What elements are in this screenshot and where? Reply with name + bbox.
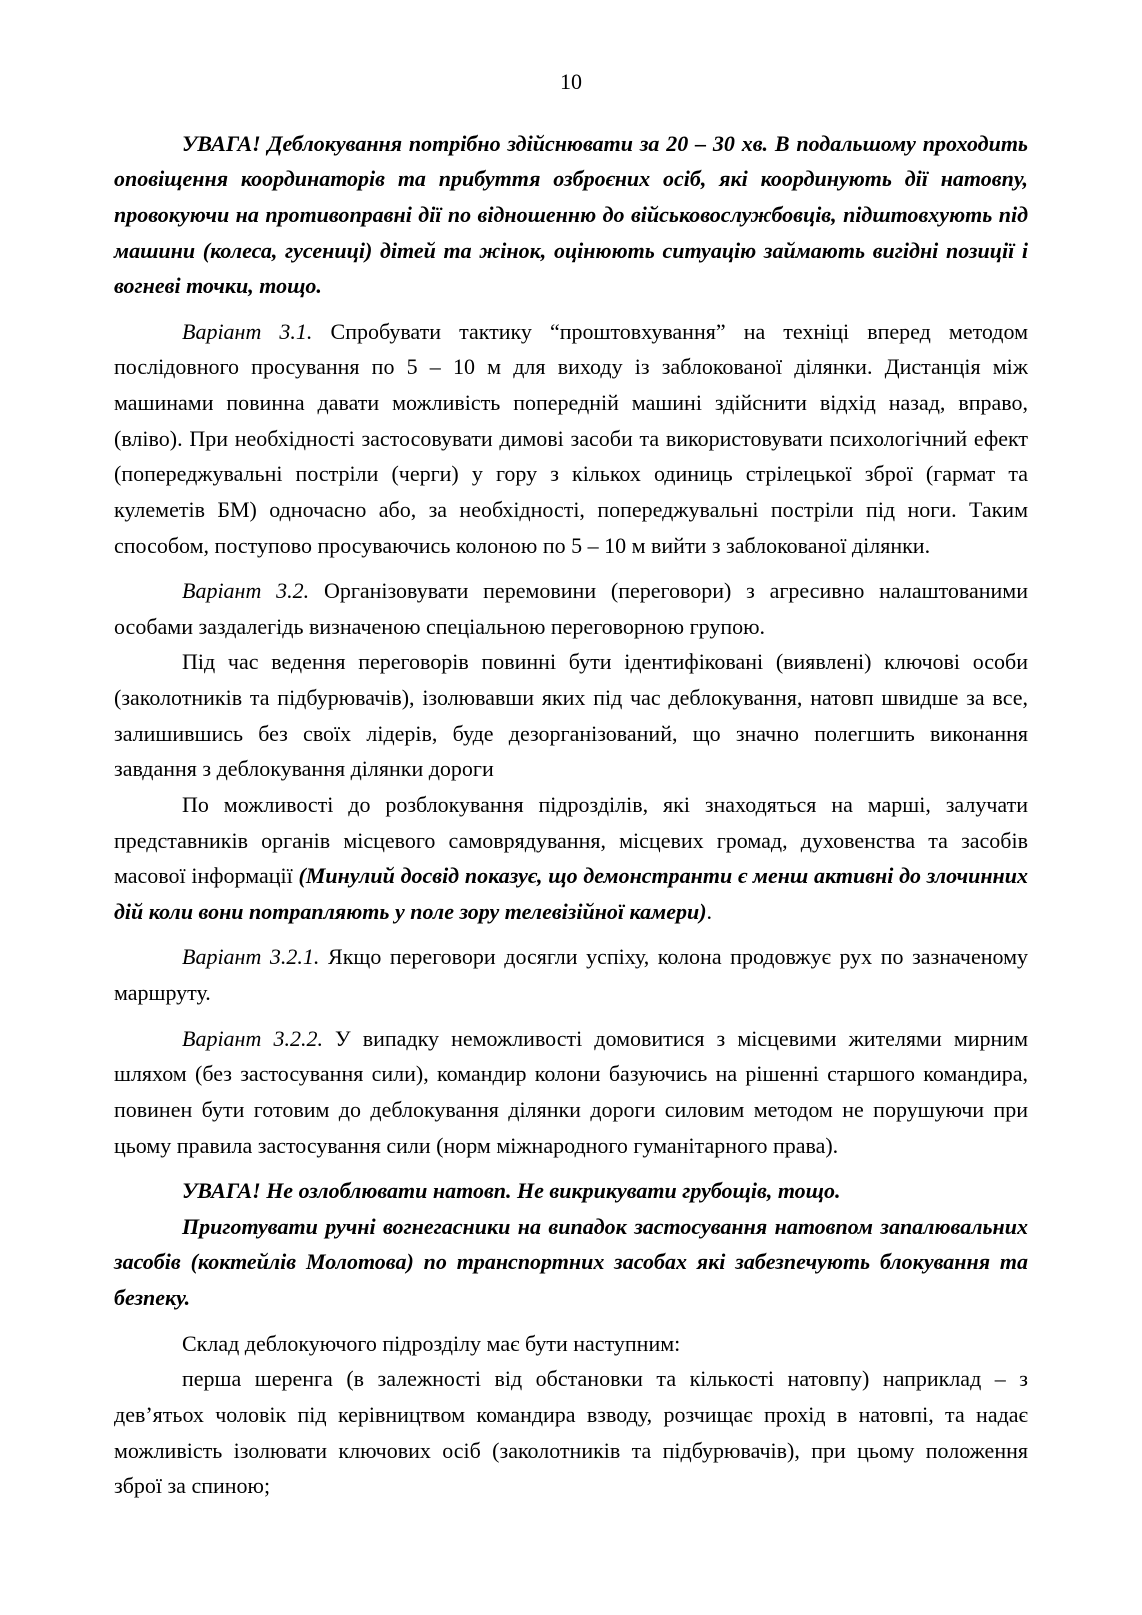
paragraph-text: Організовувати перемовини (переговори) з агресивно налаштованими особами заздалегідь визначеною спеціальною переговорною групою. (114, 578, 1029, 639)
paragraph-variant-3-1 (114, 314, 1028, 563)
paragraph-text: Деблокування потрібно здійснювати за 20 – 30 хв. В подальшому проходить оповіщення координаторів та прибуття озброєних осіб, які координують дії натовпу, провокуючи на противоправні дії по відношенню до військовослужбовців, підштовхують під машини (колеса, гусениці) дітей та жінок, оцінюють ситуацію займають вигідні позиції і вогневі точки, тощо. (114, 130, 1028, 299)
paragraph-text: Склад деблокуючого підрозділу має бути наступним: (182, 1330, 681, 1356)
paragraph-first-rank (114, 1361, 1028, 1504)
paragraph-variant-3-2 (114, 573, 1028, 644)
paragraph-attention-2 (114, 1173, 1028, 1209)
paragraph-text: Приготувати ручні вогнегасники на випадок застосування натовпом запалювальних засобів (коктейлів Молотова) по транспортних засобах які забезпечують блокування та безпеку. (114, 1213, 1028, 1310)
paragraph-text: У випадку неможливості домовитися з місцевими жителями мирним шляхом (без застосування сили), командир колони базуючись на рішенні старшого командира, повинен бути готовим до деблокування ділянки дороги силовим методом не порушуючи при цьому правила застосування сили (норм міжнародного гуманітарного права). (114, 1025, 1028, 1158)
emphasis-text: (Минулий досвід показує, що демонстранти є менш активні до злочинних дій коли вони потрапляють у поле зору телевізійної камери) (114, 863, 1029, 924)
tail-text: . (706, 898, 713, 924)
paragraph-text: перша шеренга (в залежності від обстановки та кількості натовпу) наприклад – з дев’ятьох чоловік під керівництвом командира взводу, розчищає прохід в натовпі, та надає можливість ізолювати ключових осіб (заколотників та підбурювачів), при цьому положення зброї за спиною; (114, 1366, 1028, 1499)
variant-label: Варіант 3.2.2. (182, 1025, 323, 1051)
paragraph-unit-composition (114, 1326, 1028, 1362)
paragraph-local-authorities (114, 787, 1028, 930)
paragraph-attention-note (114, 126, 1028, 304)
paragraph-text: Якщо переговори досягли успіху, колона продовжує рух по зазначеному маршруту. (114, 944, 1029, 1005)
paragraph-text: Спробувати тактику “проштовхування” на техніці вперед методом послідовного просування по 5 – 10 м для виходу із заблокованої ділянки. Дистанція між машинами повинна давати можливість попередній машині здійснити відхід назад, вправо, (вліво). При необхідності застосовувати димові засоби та використовувати психологічний ефект (попереджувальні постріли (черги) у гору з кількох одиниць стрілецької зброї (гармат та кулеметів БМ) одночасно або, за необхідності, попереджувальні постріли під ноги. Таким способом, поступово просуваючись колоною по 5 – 10 м вийти з заблокованої ділянки. (114, 318, 1028, 558)
paragraph-text: По можливості до розблокування підрозділів, які знаходяться на марші, залучати представників органів місцевого самоврядування, місцевих громад, духовенства та засобів масової інформації (114, 791, 1028, 889)
variant-label: Варіант 3.1. (182, 318, 313, 344)
attention-label: УВАГА! (182, 1178, 261, 1204)
paragraph-fire-extinguishers (114, 1209, 1028, 1316)
paragraph-variant-3-2-2 (114, 1021, 1028, 1164)
paragraph-text: Під час ведення переговорів повинні бути ідентифіковані (виявлені) ключові особи (заколотників та підбурювачів), ізолювавши яких під час деблокування, натовп швидше за все, залишившись без своїх лідерів, буде дезорганізований, що значно полегшить виконання завдання з деблокування ділянки дороги (114, 649, 1028, 782)
paragraph-text: Не озлоблювати натовп. Не викрикувати грубощів, тощо. (266, 1178, 841, 1204)
attention-label: УВАГА! (182, 130, 261, 156)
page-number: 10 (560, 69, 582, 94)
variant-label: Варіант 3.2.1. (182, 944, 320, 970)
paragraph-variant-3-2-1 (114, 939, 1028, 1010)
paragraph-negotiation-details (114, 644, 1028, 787)
variant-label: Варіант 3.2. (182, 578, 310, 604)
